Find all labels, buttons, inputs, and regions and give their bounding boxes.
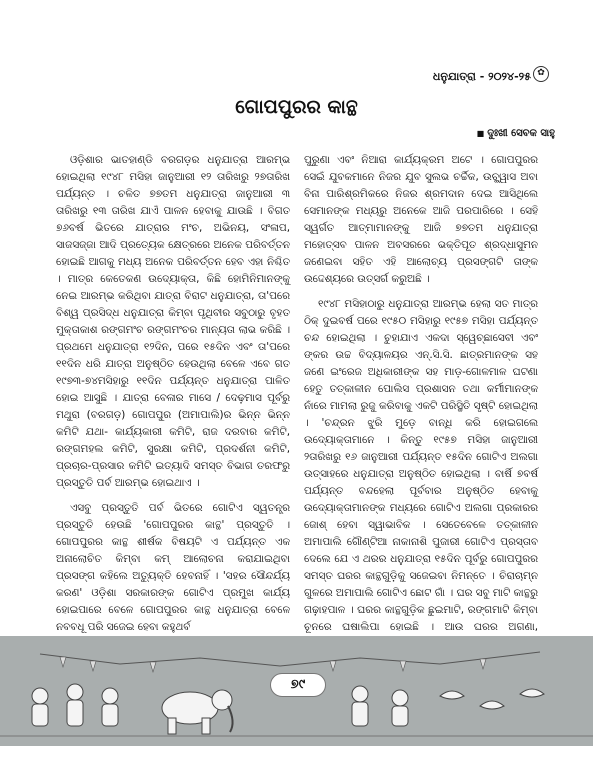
square-bullet-icon: ■: [476, 129, 485, 138]
paragraph: ଏସବୁ ପ୍ରସ୍ତୁତି ପର୍ବ ଭିତରେ ଗୋଟିଏ ସ୍ୱତନ୍ତ୍ର ପ୍ରସ୍ତୁତି ହେଉଛି 'ଗୋପପୁରର କାନ୍ଥ' ପ୍ରସ୍ତୁତି । ଗୋପପୁରର କାନ୍ଥ ଶୀର୍ଷକ ବିଷୟଟି ଏ ପର୍ଯ୍ୟନ୍ତ ଏକ ଅନାଲୋଚିତ କିମ୍ବା କମ୍ ଆଲୋଚନା କରାଯାଇଥିବା ପ୍ରସଙ୍ଗ କହିଲେ ଅତ୍ୟୁକ୍ତି ହେବନାହିଁ । 'ସହର ସୌନ୍ଦର୍ଯ୍ୟ କରଣ' ଓଡ଼ିଶା ସରକାରଙ୍କ ଗୋଟିଏ ପ୍ରମୁଖ କାର୍ଯ୍ୟ ହୋଇପାରେ ବେଳେ ଗୋପପୁରର କାନ୍ଥ ଧନୁଯାତ୍ରା ବେଳେ ନବବଧୂ ପରି ସଜେଇ ହେବା କହୁଥର୍ବ: [56, 502, 290, 633]
author-byline: [477, 128, 555, 139]
article-title: ଗୋପପୁରର କାନ୍ଥ: [235, 96, 358, 118]
author-name: ଦୁଃଖୀ ସେବକ ସାହୁ: [487, 128, 555, 139]
left-column: [56, 152, 290, 633]
page-number: ୭୯: [270, 673, 326, 697]
right-column: [304, 152, 538, 633]
paragraph: ଓଡ଼ିଶାର ଭାତହାଣ୍ଡି ବରଗଡ଼ର ଧନୁଯାତ୍ରା ଆରମ୍ଭ ହୋଇଥିଲା ୧୯୪୮ ମସିହା ଜାନୁଆରୀ ୧୨ ତାରିଖରୁ ୨୭ତାରିଖ ପର୍ଯ୍ୟନ୍ତ । ଚଳିତ ୭୭ତମ ଧନୁଯାତ୍ରା ଜାନୁଆରୀ ୩ ତାରିଖରୁ ୧୩ ତାରିଖ ଯାଏଁ ପାଳନ ହେବାକୁ ଯାଉଛି । ବିଗତ ୭୬ବର୍ଷ ଭିତରେ ଯାତ୍ରାର ମଂଚ, ଅଭିନୟ, ସଂଳାପ, ସାଜସଜ୍ଜା ଆଦି ପ୍ରତ୍ୟେକ କ୍ଷେତ୍ରରେ ଅନେକ ପରିବର୍ତ୍ତନ ହୋଇଛି ଆଗକୁ ମଧ୍ୟ ଅନେକ ପରିବର୍ତ୍ତନ ହେବ ଏହା ନିଶ୍ଚିତ । ମାତ୍ର କେତେକଣ ଉଦ୍ୟୋକ୍ତା, କିଛି ହୋମିନିମାନଙ୍କୁ ନେଇ ଆରମ୍ଭ କରିଥିବା ଯାତ୍ରା ବିରାଟ ଧନୁଯାତ୍ରା, ତା'ପରେ ବିଶ୍ୱ ପ୍ରସିଦ୍ଧ ଧନୁଯାତ୍ରା କିମ୍ବା ପୃଥିବୀର ସବୁଠାରୁ ବୃହତ ମୁକ୍ତାକାଶ ରଙ୍ଗମଂଚ ରଙ୍ଗମଂଚର ମାନ୍ୟତା ଲାଭ କରିଛି । ପ୍ରଥମେ ଧନୁଯାତ୍ରା ୧୨ଦିନ, ପରେ ୧୫ଦିନ ଏବଂ ତା'ପରେ ୧୧ଦିନ ଧରି ଯାତ୍ରା ଅନୁଷ୍ଠିତ ହେଉଥିଲା ବେଳେ ଏବେ ଗତ ୧୯୭୩-୭୪ମସିହାରୁ ୧୧ଦିନ ପର୍ଯ୍ୟନ୍ତ ଧନୁଯାତ୍ରା ପାଳିତ ହୋଇ ଆସୁଛି । ଯାତ୍ରା ବେଳାର ମାସେ / ଦେଢ଼ମାସ ପୂର୍ବରୁ ମଥୁରା (ବରଗଡ଼) ଗୋପପୁର (ଅମାପାଲି)ର ଭିନ୍ନ ଭିନ୍ନ କମିଟି ଯଥା- କାର୍ଯ୍ୟକାରୀ କମିଟି, ରାଜ ଦରବାର କମିଟି, ରଙ୍ଗମହଲ କମିଟି, ସୁରକ୍ଷା କମିଟି, ପ୍ରଦର୍ଶନୀ କମିଟି, ପ୍ରଚାର-ପ୍ରସାର କମିଟି ଇତ୍ୟାଦି ସମସ୍ତ ବିଭାଗ ତରଫରୁ ପ୍ରସ୍ତୁତି ପର୍ବ ଆରମ୍ଭ ହୋଇଥାଏ ।: [56, 154, 290, 489]
circular-emblem-icon: ✿: [533, 66, 549, 82]
paragraph: ୧୯୪୮ ମସିହାଠାରୁ ଧନୁଯାତ୍ରା ଆରମ୍ଭ ହେଲା ସତ ମାତ୍ର ଠିକ୍ ଦୁଇବର୍ଷ ପରେ ୧୯୫୦ ମସିହାରୁ ୧୯୫୭ ମସିହା ପର୍ଯ୍ୟନ୍ତ ଚନ୍ଦ ହୋଇଥିଲା । ଚୁହାଯାଏ ଏକଦା ସ୍ୱେଚ୍ଛାସେବୀ ଏବଂ ଙ୍କର ଉଚ୍ଚ ବିଦ୍ୟାଳୟର ଏନ୍.ସି.ସି. ଛାତ୍ରମାନଙ୍କ ସହ ଜଣେ ଇଂରେଜ ଅଧିକାରୀଙ୍କ ସହ ମାଡ଼-ଗୋଳମାଳ ଘଟଣା ହେତୁ ତତ୍କାଳୀନ ପୋଲିସ ପ୍ରଶାସନ ତଥା କର୍ମୀମାନଙ୍କ ନାଁରେ ମାମଲା ରୁଜୁ କରିବାକୁ ଏକଟି ପରିସ୍ଥିତି ସୃଷ୍ଟି ହୋଇଥିଲା । 'ଚନ୍ଦ୍ରନ ଝୁରି ମୁଡ଼େ ବାନ୍ଧି କରି ହୋଇଗଲେ ଉଦ୍ୟୋକ୍ତାମାନେ । କିନ୍ତୁ ୧୯୫୭ ମସିହା ଜାନୁଆରୀ ୨ତାରିଖରୁ ୧୬ ଜାନୁଆରୀ ପର୍ଯ୍ୟନ୍ତ ୧୫ଦିନ ଗୋଟିଏ ଅଲଗା ଉତ୍ସାହରେ ଧନୁଯାତ୍ରା ଅନୁଷ୍ଠିତ ହୋଇଥିଲା । ବାର୍ଷି ୭ବର୍ଷ ପର୍ଯ୍ୟନ୍ତ ବନ୍ଦହେଲା ପୂର୍ବବାର ଅନୁଷ୍ଠିତ ହେବାକୁ ଉଦ୍ୟୋକ୍ତାମାନଙ୍କ ମଧ୍ୟରେ ଗୋଟିଏ ଅଲଗା ପ୍ରକାରର ଜୋଶ୍ ହେବା ସ୍ୱାଭାବିକ । ସେତେବେଳେ ତତ୍କାଳୀନ ଅମାପାଲି ଗୌଣ୍ଟିଆ ନାକାନାଶି ପୁଜାରୀ ଗୋଟିଏ ପ୍ରସ୍ତାବ ଦେଲେ ଯେ ଏ ଥରର ଧନୁଯାତ୍ରା ୧୫ଦିନ ପୂର୍ବରୁ ଗୋପପୁରର ସମସ୍ତ ଘରର କାନ୍ଥଗୁଡ଼ିକୁ ସଜେଇବା ନିମନ୍ତେ । ଚିରାଚାମ୍ନ ଗୁଳରେ ଅମାପାଲି ଗୋଟିଏ ଛୋଟ ଗାଁ । ଘର ସବୁ ମାଟି କାନ୍ଥରୁ ଗଢ଼ାହପାଳ । ଘରର କାନ୍ଥଗୁଡ଼ିକ ଛୁଇମାଟି, ରଙ୍ଗମାଟି କିମ୍ବା ଚୂନରେ ଘଷାଲିପା ହୋଇଛି । ଆଉ ଘରର ଅଗଣା,: [304, 298, 538, 633]
paragraph: ପୁରୁଣା ଏବଂ ନିଆରା କାର୍ଯ୍ୟକ୍ରମ ଅଟେ । ଗୋପପୁରର ସେଇଁ ଯୁବକମାନେ ନିଜର ଯୁବ ସୁଲଭ ଚର୍ଚ୍ଚିକ, ଉଚ୍ଛ୍ୱାସ ଅବା ବିନା ପାରିଶ୍ରମିକରେ ନିଜର ଶ୍ରମଦାନ ଦେଇ ଆସିଥିଲେ ସେମାନଙ୍କ ମଧ୍ୟରୁ ଅନେକେ ଆଜି ପରପାରିରେ । ସେହି ସ୍ୱର୍ଗତ ଆତ୍ମାମାନଙ୍କୁ ଆଜି ୭୭ତମ ଧନୁଯାତ୍ରା ମହୋତ୍ସବ ପାଳନ ଅବସରରେ ଭକ୍ତିପୂତ ଶ୍ରଦ୍ଧାସୁମନ ଜଣେଇବା ସହିତ ଏହି ଆଲୋଚ୍ୟ ପ୍ରସଙ୍ଗଟି ତାଙ୍କ ଉଦ୍ଦେଶ୍ୟରେ ଉତ୍ସର୍ଗ କରୁଅଛି ।: [304, 154, 538, 285]
running-header: [0, 64, 593, 88]
running-header-title: ଧନୁଯାତ୍ରା - ୨୦୨୪-୨୫: [432, 70, 531, 83]
